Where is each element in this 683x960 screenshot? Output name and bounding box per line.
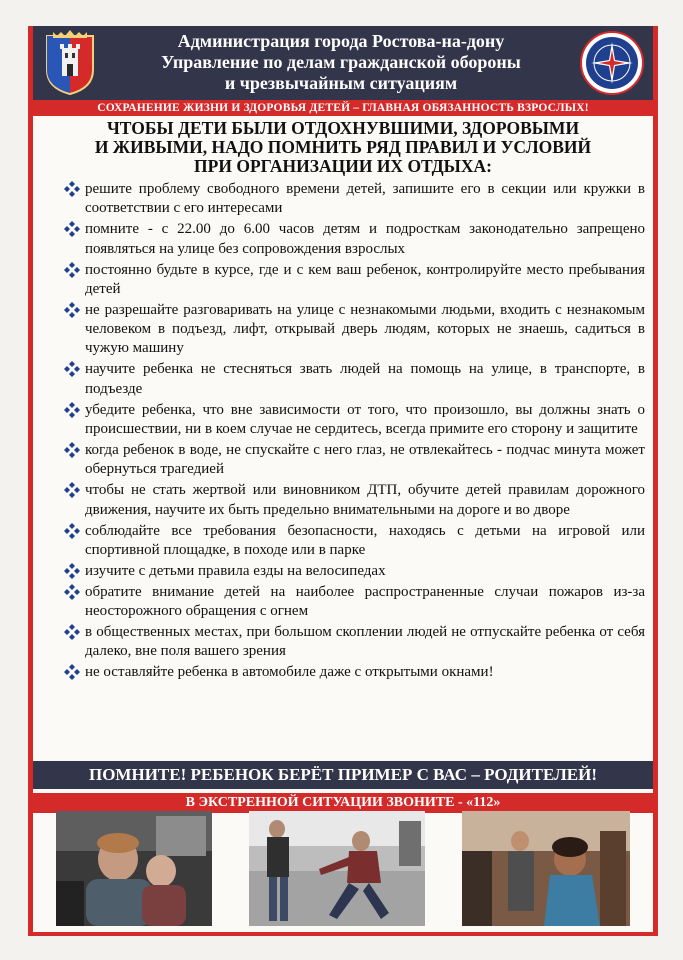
tip-text: научите ребенка не стесняться звать людей на помощь на улице, в транспорте, в подъезде — [85, 361, 645, 397]
tip-item — [63, 481, 645, 520]
header-line-emergencies: и чрезвычайным ситуациям — [224, 73, 458, 93]
four-diamond-bullet-icon — [63, 220, 81, 238]
headline — [43, 119, 643, 176]
tip-text: не оставляйте ребенка в автомобиле даже с открытыми окнами! — [85, 664, 494, 681]
header-line-department: Управление по делам гражданской обороны — [161, 52, 521, 72]
four-diamond-bullet-icon — [63, 522, 81, 540]
tip-item — [63, 583, 645, 622]
tip-text: в общественных местах, при большом скоплении людей не отпускайте ребенка от себя далеко, вне поля вашего зрения — [85, 624, 645, 660]
header-line-administration: Администрация города Ростова-на-дону — [177, 31, 505, 51]
remember-banner: ПОМНИТЕ! РЕБЕНОК БЕРЁТ ПРИМЕР С ВАС – РОДИТЕЛЕЙ! — [33, 761, 653, 789]
tip-text: чтобы не стать жертвой или виновником ДТП, обучите детей правилам дорожного движения, научите их быть предельно внимательными на дороге и во дворе — [85, 482, 645, 518]
tip-text: соблюдайте все требования безопасности, находясь с детьми на игровой или спортивной площадке, в походе или в парке — [85, 522, 645, 558]
headline-line-2: И ЖИВЫМИ, НАДО ПОМНИТЬ РЯД ПРАВИЛ И УСЛОВИЙ — [94, 137, 592, 157]
tip-item — [63, 261, 645, 300]
four-diamond-bullet-icon — [63, 261, 81, 279]
tip-item — [63, 180, 645, 219]
rostov-coat-of-arms-icon — [43, 30, 97, 96]
tip-item — [63, 441, 645, 480]
tip-text: решите проблему свободного времени детей, запишите его в секции или кружки в соответствии с его интересами — [85, 181, 645, 217]
four-diamond-bullet-icon — [63, 401, 81, 419]
four-diamond-bullet-icon — [63, 562, 81, 580]
headline-line-1: ЧТОБЫ ДЕТИ БЫЛИ ОТДОХНУВШИМИ, ЗДОРОВЫМИ — [106, 118, 580, 138]
civil-defense-emblem-icon — [579, 30, 645, 96]
header-banner — [33, 26, 653, 100]
photo-children-in-car — [56, 811, 212, 926]
tip-text: не разрешайте разговаривать на улице с незнакомыми людьми, входить с незнакомым человеком в подъезд, лифт, открывай дверь людям, которых не знаешь, садиться в чужую машину — [85, 301, 645, 357]
four-diamond-bullet-icon — [63, 301, 81, 319]
tip-item — [63, 663, 645, 682]
poster — [28, 26, 658, 936]
tip-item — [63, 220, 645, 259]
photo-strip — [56, 811, 630, 926]
tip-item — [63, 522, 645, 561]
tip-text: постоянно будьте в курсе, где и с кем ваш ребенок, контролируйте место пребывания детей — [85, 261, 645, 297]
tip-text: изучите с детьми правила езды на велосипедах — [85, 562, 386, 579]
tip-item — [63, 360, 645, 399]
tip-text: когда ребенок в воде, не спускайте с него глаз, не отвлекайтесь - подчас минута может обернуться трагедией — [85, 441, 645, 478]
slogan-banner: СОХРАНЕНИЕ ЖИЗНИ И ЗДОРОВЬЯ ДЕТЕЙ – ГЛАВНАЯ ОБЯЗАННОСТЬ ВЗРОСЛЫХ! — [33, 100, 653, 116]
four-diamond-bullet-icon — [63, 180, 81, 198]
tip-text: помните - с 22.00 до 6.00 часов детям и подросткам законодательно запрещено появляться на улице без сопровождения взрослых — [85, 221, 645, 257]
four-diamond-bullet-icon — [63, 481, 81, 499]
headline-line-3: ПРИ ОРГАНИЗАЦИИ ИХ ОТДЫХА: — [194, 156, 492, 176]
tip-item — [63, 562, 645, 581]
four-diamond-bullet-icon — [63, 623, 81, 641]
header-title — [111, 31, 571, 94]
emergency-call-banner: В ЭКСТРЕННОЙ СИТУАЦИИ ЗВОНИТЕ - «112» — [33, 793, 653, 813]
four-diamond-bullet-icon — [63, 360, 81, 378]
photo-kids-on-street — [249, 811, 425, 926]
four-diamond-bullet-icon — [63, 663, 81, 681]
tip-item — [63, 301, 645, 359]
tips-list — [63, 180, 645, 684]
four-diamond-bullet-icon — [63, 583, 81, 601]
tip-text: убедите ребенка, что вне зависимости от того, что произошло, вы должны знать о происшествии, ни в коем случае не сердитесь, всегда примите его сторону и защитите — [85, 401, 645, 437]
photo-child-in-crowd — [462, 811, 630, 926]
tip-text: обратите внимание детей на наиболее распространенные случаи пожаров из-за неосторожного обращения с огнем — [85, 583, 645, 620]
tip-item — [63, 623, 645, 662]
four-diamond-bullet-icon — [63, 441, 81, 459]
tip-item — [63, 401, 645, 440]
